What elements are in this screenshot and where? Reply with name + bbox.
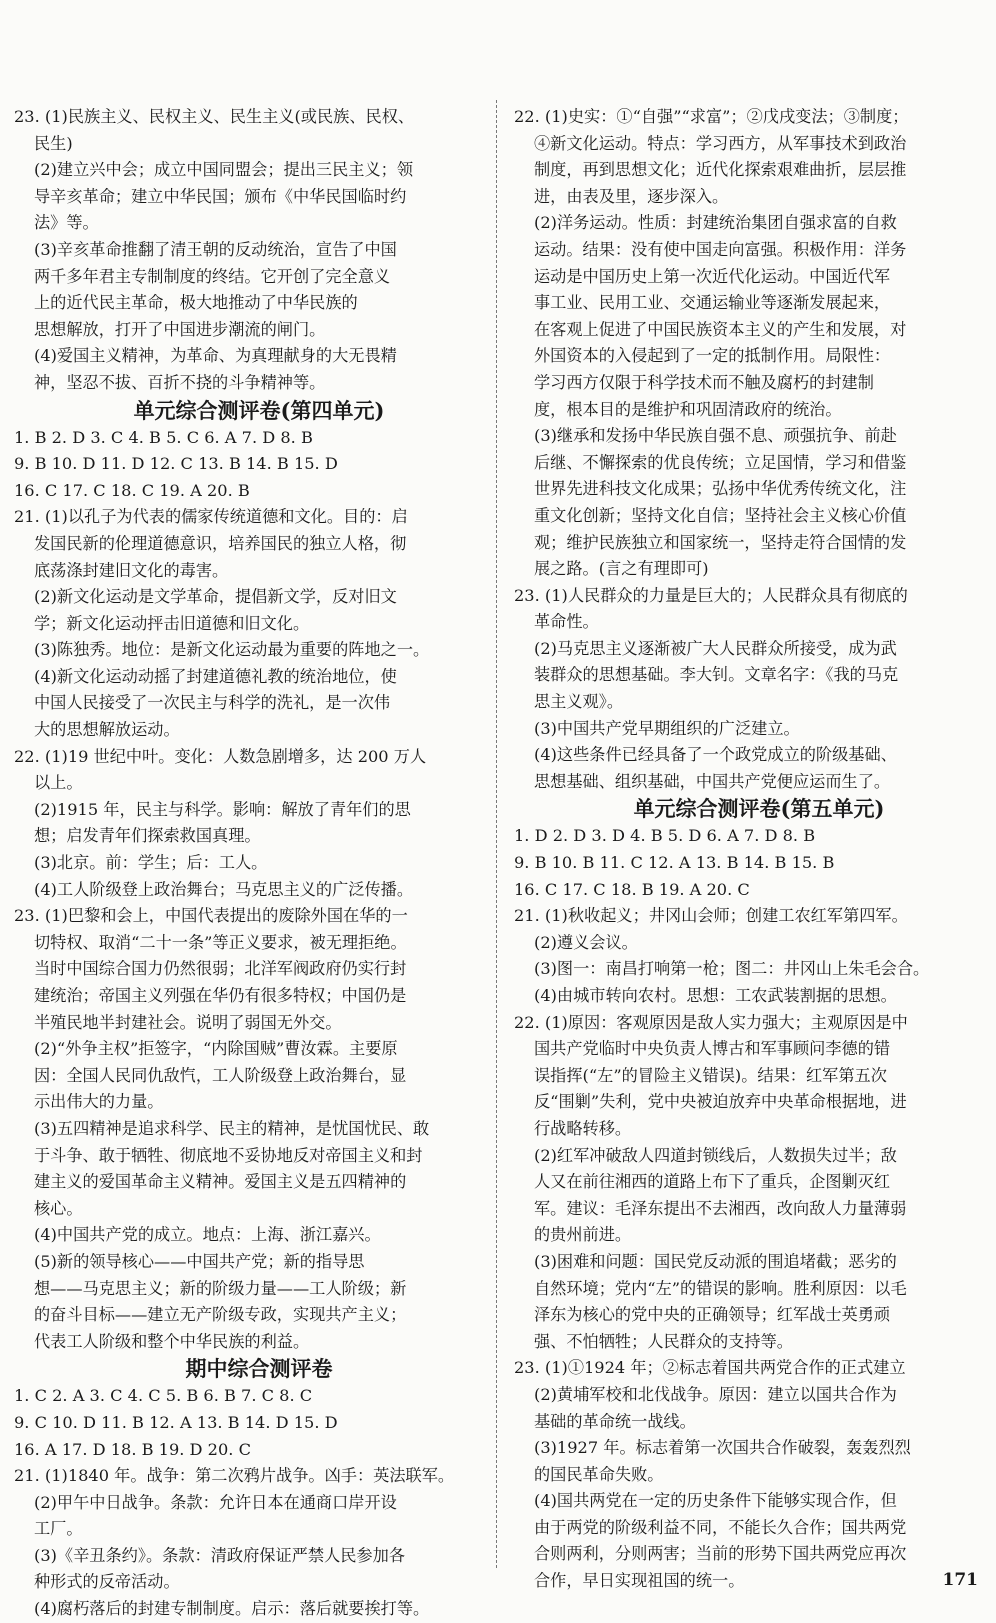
text-line: (3)辛亥革命推翻了清王朝的反动统治，宣告了中国 [34, 239, 397, 259]
text-line: 军。建议：毛泽东提出不去湘西，改向敌人力量薄弱 [534, 1198, 907, 1218]
text-line: 9. B 10. B 11. C 12. A 13. B 14. B 15. B [514, 853, 835, 873]
text-line: 21. (1)秋收起义；井冈山会师；创建工农红军第四军。 [514, 906, 908, 926]
text-line: (5)新的领导核心——中国共产党；新的指导思 [34, 1251, 365, 1271]
text-line: 9. B 10. D 11. D 12. C 13. B 14. B 15. D [14, 454, 338, 474]
text-line: 16. A 17. D 18. B 19. D 20. C [14, 1439, 251, 1459]
text-line: 大的思想解放运动。 [34, 720, 180, 740]
text-line: 23. (1)巴黎和会上，中国代表提出的废除外国在华的一 [14, 906, 408, 926]
text-line: (2)甲午中日战争。条款：允许日本在通商口岸开设 [34, 1492, 397, 1512]
text-line: 代表工人阶级和整个中华民族的利益。 [34, 1331, 310, 1351]
text-line: ④新文化运动。特点：学习西方，从军事技术到政治 [534, 133, 907, 153]
text-line: 半殖民地半封建社会。说明了弱国无外交。 [34, 1012, 342, 1032]
text-line: 导辛亥革命；建立中华民国；颁布《中华民国临时约 [34, 186, 407, 206]
text-line: 种形式的反帝活动。 [34, 1572, 180, 1592]
text-line: 想；启发青年们探索救国真理。 [34, 826, 261, 846]
text-line: 21. (1)1840 年。战争：第二次鸦片战争。凶手：英法联军。 [14, 1466, 455, 1486]
text-line: 两千多年君主专制制度的终结。它开创了完全意义 [34, 266, 391, 286]
text-line: 由于两党的阶级利益不同，不能长久合作；国共两党 [534, 1517, 907, 1537]
text-line: (2)红军冲破敌人四道封锁线后，人数损失过半；敌 [534, 1145, 897, 1165]
text-line: 9. C 10. D 11. B 12. A 13. B 14. D 15. D [14, 1412, 338, 1432]
text-line: 基础的革命统一战线。 [534, 1411, 696, 1431]
text-line: 法》等。 [34, 213, 99, 233]
text-line: 度，根本目的是维护和巩固清政府的统治。 [534, 399, 842, 419]
text-line: 装群众的思想基础。李大钊。文章名字：《我的马克 [534, 665, 899, 685]
text-line: 想——马克思主义；新的阶级力量——工人阶级；新 [34, 1278, 407, 1298]
text-line: 外国资本的入侵起到了一定的抵制作用。局限性： [534, 346, 891, 366]
text-line: 21. (1)以孔子为代表的儒家传统道德和文化。目的：启 [14, 507, 408, 527]
text-line: (4)这些条件已经具备了一个政党成立的阶级基础、 [534, 745, 897, 765]
text-line: 学习西方仅限于科学技术而不触及腐朽的封建制 [534, 372, 874, 392]
text-line: 22. (1)19 世纪中叶。变化：人数急剧增多，达 200 万人 [14, 746, 427, 766]
text-line: 的贵州前进。 [534, 1225, 632, 1245]
section-heading: 单元综合测评卷(第五单元) [633, 796, 885, 822]
text-line: 示出伟大的力量。 [34, 1092, 164, 1112]
text-line: 自然环境；党内“左”的错误的影响。胜利原因：以毛 [534, 1278, 907, 1298]
text-line: 的国民革命失败。 [534, 1464, 664, 1484]
text-line: 因：全国人民同仇敌忾，工人阶级登上政治舞台，显 [34, 1065, 407, 1085]
text-line: 上的近代民主革命，极大地推动了中华民族的 [34, 293, 358, 313]
text-line: 观；维护民族独立和国家统一，坚持走符合国情的发 [534, 532, 907, 552]
text-line: 人又在前往湘西的道路上布下了重兵，企图剿灭红 [534, 1172, 891, 1192]
text-line: (2)1915 年，民主与科学。影响：解放了青年们的思 [34, 799, 411, 819]
text-line: 运动。结果：没有使中国走向富强。积极作用：洋务 [534, 239, 907, 259]
text-line: (3)《辛丑条约》。条款：清政府保证严禁人民参加各 [34, 1545, 405, 1565]
text-line: 发国民新的伦理道德意识，培养国民的独立人格，彻 [34, 533, 407, 553]
text-line: (4)国共两党在一定的历史条件下能够实现合作，但 [534, 1491, 897, 1511]
text-line: 在客观上促进了中国民族资本主义的产生和发展，对 [534, 319, 907, 339]
text-line: 合作，早日实现祖国的统一。 [534, 1571, 745, 1591]
text-line: 重文化创新；坚持文化自信；坚持社会主义核心价值 [534, 505, 907, 525]
text-line: 学；新文化运动抨击旧道德和旧文化。 [34, 613, 310, 633]
right-column [514, 104, 984, 1595]
text-line: 16. C 17. C 18. B 19. A 20. C [514, 879, 750, 899]
text-line: (4)中国共产党的成立。地点：上海、浙江嘉兴。 [34, 1225, 381, 1245]
text-line: 1. C 2. A 3. C 4. C 5. B 6. B 7. C 8. C [14, 1386, 313, 1406]
text-line: 世界先进科技文化成果；弘扬中华优秀传统文化，注 [534, 479, 907, 499]
text-line: (3)图一：南昌打响第一枪；图二：井冈山上朱毛会合。 [534, 959, 930, 979]
text-line: 核心。 [34, 1198, 83, 1218]
text-line: (3)五四精神是追求科学、民主的精神，是忧国忧民、敢 [34, 1118, 430, 1138]
text-line: 22. (1)史实：①“自强”“求富”；②戊戌变法；③制度； [514, 107, 909, 126]
text-line: (3)北京。前：学生；后：工人。 [34, 853, 268, 873]
text-line: 误指挥(“左”的冒险主义错误)。结果：红军第五次 [534, 1065, 887, 1085]
text-line: (4)爱国主义精神，为革命、为真理献身的大无畏精 [34, 346, 397, 366]
left-column [14, 104, 484, 1623]
text-line: (3)1927 年。标志着第一次国共合作破裂，轰轰烈烈 [534, 1438, 911, 1458]
text-line: 切特权、取消“二十一条”等正义要求，被无理拒绝。 [34, 932, 407, 952]
text-line: (2)新文化运动是文学革命，提倡新文学，反对旧文 [34, 587, 397, 607]
text-line: 运动是中国历史上第一次近代化运动。中国近代军 [534, 266, 891, 286]
text-line: 神，坚忍不拔、百折不挠的斗争精神等。 [34, 372, 326, 392]
text-line: 建统治；帝国主义列强在华仍有很多特权；中国仍是 [34, 986, 407, 1005]
text-line: (4)腐朽落后的封建专制制度。启示：落后就要挨打等。 [34, 1599, 430, 1619]
text-line: (2)洋务运动。性质：封建统治集团自强求富的自救 [534, 213, 897, 233]
text-line: 23. (1)人民群众的力量是巨大的；人民群众具有彻底的 [514, 585, 908, 605]
text-line: 以上。 [34, 773, 83, 793]
section-heading: 期中综合测评卷 [185, 1356, 333, 1382]
text-line: 当时中国综合国力仍然很弱；北洋军阀政府仍实行封 [34, 959, 407, 979]
text-line: 建主义的爱国革命主义精神。爱国主义是五四精神的 [34, 1172, 407, 1192]
text-line: 中国人民接受了一次民主与科学的洗礼，是一次伟 [34, 693, 391, 713]
text-line: 思主义观》。 [534, 692, 624, 712]
text-line: 1. B 2. D 3. C 4. B 5. C 6. A 7. D 8. B [14, 427, 313, 447]
text-line: 23. (1)①1924 年；②标志着国共两党合作的正式建立 [514, 1358, 906, 1378]
text-line: 民生) [34, 133, 73, 153]
text-line: 22. (1)原因：客观原因是敌人实力强大；主观原因是中 [514, 1012, 908, 1032]
column-divider [496, 100, 497, 1568]
text-line: (3)困难和问题：国民党反动派的围追堵截；恶劣的 [534, 1251, 897, 1271]
text-line: (3)中国共产党早期组织的广泛建立。 [534, 718, 800, 738]
text-line: 16. C 17. C 18. C 19. A 20. B [14, 480, 250, 500]
text-line: 国共产党临时中央负责人博古和军事顾问李德的错 [534, 1039, 891, 1059]
text-line: 制度，再到思想文化；近代化探索艰难曲折，层层推 [534, 160, 907, 180]
text-line: 的奋斗目标——建立无产阶级专政，实现共产主义； [34, 1305, 407, 1325]
text-line: 思想基础、组织基础，中国共产党便应运而生了。 [534, 771, 891, 791]
text-line: (4)由城市转向农村。思想：工农武装割据的思想。 [534, 986, 897, 1005]
text-line: 思想解放，打开了中国进步潮流的闸门。 [34, 319, 326, 339]
text-line: (2)黄埔军校和北伐战争。原因：建立以国共合作为 [534, 1384, 897, 1404]
text-line: 于斗争、敢于牺牲、彻底地不妥协地反对帝国主义和封 [34, 1145, 423, 1165]
text-line: 底荡涤封建旧文化的毒害。 [34, 560, 229, 580]
text-line: 反“围剿”失利，党中央被迫放弃中央革命根据地，进 [534, 1092, 907, 1112]
text-line: 强、不怕牺牲；人民群众的支持等。 [534, 1331, 793, 1351]
text-line: (4)新文化运动动摇了封建道德礼教的统治地位，使 [34, 666, 397, 686]
text-line: (4)工人阶级登上政治舞台；马克思主义的广泛传播。 [34, 879, 414, 899]
text-line: 事工业、民用工业、交通运输业等逐渐发展起来， [534, 293, 891, 313]
text-line: (2)建立兴中会；成立中国同盟会；提出三民主义；领 [34, 160, 414, 180]
text-line: 进，由表及里，逐步深入。 [534, 186, 729, 206]
text-line: 展之路。(言之有理即可) [534, 559, 709, 579]
text-line: 革命性。 [534, 612, 599, 632]
text-line: 合则两利，分则两害；当前的形势下国共两党应再次 [534, 1544, 907, 1564]
text-line: 泽东为核心的党中央的正确领导；红军战士英勇顽 [534, 1305, 891, 1325]
text-line: (2)“外争主权”拒签字，“内除国贼”曹汝霖。主要原 [34, 1039, 398, 1059]
text-line: (3)继承和发扬中华民族自强不息、顽强抗争、前赴 [534, 426, 897, 446]
text-line: 23. (1)民族主义、民权主义、民生主义(或民族、民权、 [14, 107, 415, 126]
page-number: 171 [942, 1570, 978, 1590]
text-line: (2)遵义会议。 [534, 932, 638, 952]
text-line: 后继、不懈探索的优良传统；立足国情，学习和借鉴 [534, 452, 907, 472]
text-line: 1. D 2. D 3. D 4. B 5. D 6. A 7. D 8. B [514, 826, 816, 846]
text-line: (3)陈独秀。地位：是新文化运动最为重要的阵地之一。 [34, 640, 430, 660]
text-line: 行战略转移。 [534, 1118, 632, 1138]
section-heading: 单元综合测评卷(第四单元) [133, 397, 385, 423]
text-line: (2)马克思主义逐渐被广大人民群众所接受，成为武 [534, 638, 897, 658]
text-line: 工厂。 [34, 1519, 83, 1539]
